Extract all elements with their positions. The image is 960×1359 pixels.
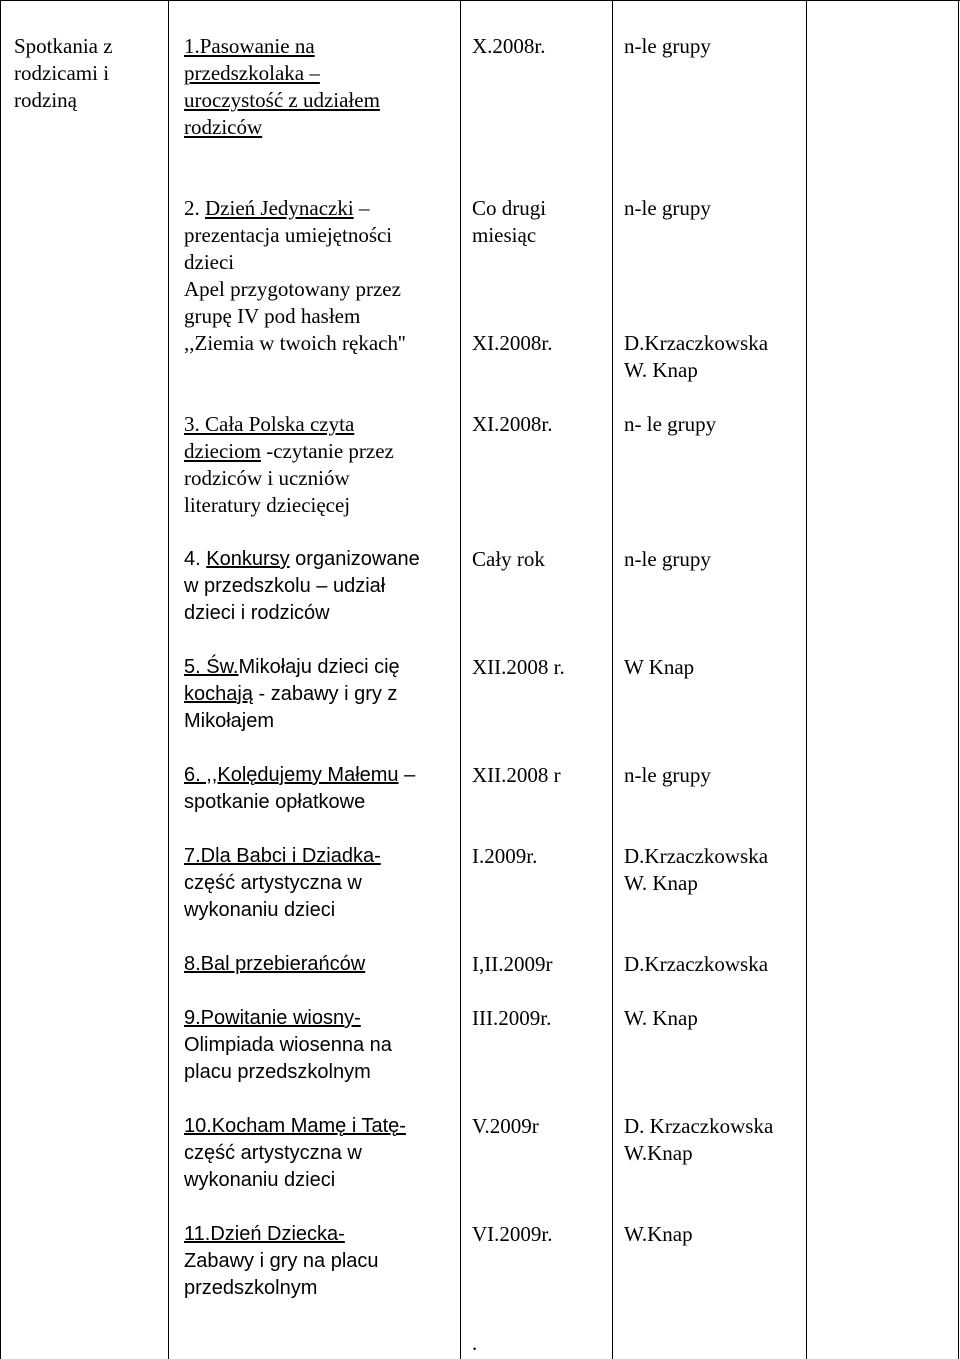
- term-item: [472, 762, 607, 789]
- task-line: [184, 114, 454, 141]
- term-item: [472, 33, 607, 60]
- responsible-text: W. Knap: [624, 1006, 698, 1030]
- task-text: 1.Pasowanie na: [184, 34, 315, 58]
- table-top-border: [0, 0, 960, 1]
- responsible-item: [624, 1005, 799, 1032]
- task-line: [184, 897, 454, 924]
- task-text: 11.Dzień Dziecka-: [184, 1223, 345, 1245]
- task-text: dzieci i rodziców: [184, 602, 330, 624]
- task-text: Mikołaju dzieci cię: [238, 656, 400, 678]
- area-line: rodzicami i: [14, 61, 110, 85]
- responsible-item: [624, 843, 799, 897]
- task-line: [184, 600, 454, 627]
- task-line: [184, 492, 454, 519]
- task-line: [184, 1059, 454, 1086]
- task-line: [184, 87, 454, 114]
- responsible-text: W.Knap: [624, 1222, 693, 1246]
- task-text: przedszkolaka –: [184, 61, 320, 85]
- task-line: [184, 573, 454, 600]
- area-line: Spotkania z: [14, 34, 113, 58]
- area-cell: [14, 33, 164, 114]
- task-text: wykonaniu dzieci: [184, 899, 336, 921]
- task-item: [184, 951, 454, 978]
- responsible-item: [624, 1221, 799, 1248]
- term-item: [472, 1221, 607, 1248]
- term-text: I,II.2009r: [472, 952, 553, 976]
- term-text: XI.2008r.: [472, 412, 553, 436]
- responsible-text: D.Krzaczkowska: [624, 331, 769, 355]
- task-text: spotkanie opłatkowe: [184, 791, 366, 813]
- column-border-3: [612, 0, 613, 1359]
- responsible-text: n-le grupy: [624, 196, 711, 220]
- term-item: [472, 1330, 607, 1357]
- responsible-item: [624, 33, 799, 60]
- task-line: [184, 546, 454, 573]
- responsible-text: W. Knap: [624, 358, 698, 382]
- task-item: [184, 654, 454, 735]
- responsible-text: D.Krzaczkowska: [624, 952, 769, 976]
- task-text: uroczystość z udziałem: [184, 88, 380, 112]
- term-item: [472, 411, 607, 438]
- task-line: [184, 438, 454, 465]
- task-line: [184, 465, 454, 492]
- task-item: [184, 195, 454, 357]
- term-text: VI.2009r.: [472, 1222, 553, 1246]
- task-text: prezentacja umiejętności: [184, 223, 393, 247]
- task-item: [184, 843, 454, 924]
- column-border-left: [0, 0, 1, 1359]
- task-line: [184, 870, 454, 897]
- task-line: [184, 195, 454, 222]
- task-text: część artystyczna w: [184, 872, 362, 894]
- task-line: [184, 1275, 454, 1302]
- task-text: ,,Ziemia w twoich rękach'': [184, 331, 406, 355]
- task-text: organizowane: [289, 548, 420, 570]
- term-text: Cały rok: [472, 547, 545, 571]
- column-border-right: [958, 0, 959, 1359]
- task-text: rodziców: [184, 115, 263, 139]
- task-line: [184, 1221, 454, 1248]
- task-text: Olimpiada wiosenna na: [184, 1034, 392, 1056]
- responsible-item: [624, 762, 799, 789]
- area-line: rodziną: [14, 88, 77, 112]
- task-line: [184, 411, 454, 438]
- task-text: –: [353, 196, 370, 220]
- task-text: 6. ,,Kolędujemy Małemu: [184, 764, 399, 786]
- task-line: [184, 1005, 454, 1032]
- task-line: [184, 1140, 454, 1167]
- task-text: przedszkolnym: [184, 1277, 318, 1299]
- term-text: V.2009r: [472, 1114, 539, 1138]
- task-text: Apel przygotowany przez: [184, 277, 401, 301]
- term-text: XII.2008 r.: [472, 655, 565, 679]
- term-item: [472, 330, 607, 357]
- term-item: [472, 843, 607, 870]
- task-line: [184, 1167, 454, 1194]
- term-text: XI.2008r.: [472, 331, 553, 355]
- task-text: literatury dziecięcej: [184, 493, 351, 517]
- task-text: kochają: [184, 683, 253, 705]
- task-line: [184, 789, 454, 816]
- responsible-text: n-le grupy: [624, 763, 711, 787]
- term-text: Co drugi: [472, 196, 547, 220]
- term-text: III.2009r.: [472, 1006, 552, 1030]
- task-item: [184, 546, 454, 627]
- task-item: [184, 1221, 454, 1302]
- responsible-text: D. Krzaczkowska: [624, 1114, 774, 1138]
- task-text: grupę IV pod hasłem: [184, 304, 361, 328]
- term-item: [472, 951, 607, 978]
- term-text: miesiąc: [472, 223, 537, 247]
- task-item: [184, 411, 454, 519]
- task-line: [184, 708, 454, 735]
- task-line: [184, 1113, 454, 1140]
- column-border-1: [168, 0, 169, 1359]
- responsible-text: W.Knap: [624, 1141, 693, 1165]
- task-text: w przedszkolu – udział: [184, 575, 386, 597]
- task-line: [184, 60, 454, 87]
- task-text: 2.: [184, 196, 205, 220]
- task-text: –: [398, 764, 416, 786]
- task-text: 4.: [184, 548, 207, 570]
- term-item: [472, 1113, 607, 1140]
- task-item: [184, 33, 454, 141]
- task-item: [184, 1113, 454, 1194]
- task-line: [184, 951, 454, 978]
- responsible-text: W. Knap: [624, 871, 698, 895]
- task-text: rodziców i uczniów: [184, 466, 350, 490]
- term-item: [472, 654, 607, 681]
- responsible-text: n-le grupy: [624, 547, 711, 571]
- responsible-item: [624, 195, 799, 222]
- task-text: 7.Dla Babci i Dziadka-: [184, 845, 381, 867]
- task-line: [184, 222, 454, 249]
- responsible-item: [624, 1113, 799, 1167]
- task-text: Konkursy: [206, 548, 290, 570]
- term-item: [472, 195, 607, 249]
- responsible-text: D.Krzaczkowska: [624, 844, 769, 868]
- responsible-item: [624, 546, 799, 573]
- task-line: [184, 654, 454, 681]
- term-text: I.2009r.: [472, 844, 538, 868]
- task-text: -czytanie przez: [260, 439, 394, 463]
- task-line: [184, 1248, 454, 1275]
- task-line: [184, 249, 454, 276]
- column-border-2: [460, 0, 461, 1359]
- task-text: dzieci: [184, 250, 235, 274]
- term-item: [472, 1005, 607, 1032]
- term-text: XII.2008 r: [472, 763, 561, 787]
- task-text: część artystyczna w: [184, 1142, 362, 1164]
- task-text: wykonaniu dzieci: [184, 1169, 336, 1191]
- task-line: [184, 303, 454, 330]
- task-line: [184, 330, 454, 357]
- task-text: 5. Św.: [184, 656, 239, 678]
- task-line: [184, 1032, 454, 1059]
- task-text: Dzień Jedynaczki: [205, 196, 354, 220]
- responsible-item: [624, 411, 799, 438]
- responsible-text: n- le grupy: [624, 412, 717, 436]
- task-text: 10.Kocham Mamę i Tatę-: [184, 1115, 406, 1137]
- task-text: dzieciom: [184, 439, 261, 463]
- task-text: - zabawy i gry z: [252, 683, 398, 705]
- responsible-item: [624, 654, 799, 681]
- term-text: .: [472, 1331, 478, 1355]
- task-line: [184, 681, 454, 708]
- responsible-text: n-le grupy: [624, 34, 711, 58]
- responsible-item: [624, 951, 799, 978]
- column-border-4: [806, 0, 807, 1359]
- task-item: [184, 1005, 454, 1086]
- term-text: X.2008r.: [472, 34, 546, 58]
- task-text: 3. Cała Polska czyta: [184, 412, 355, 436]
- task-line: [184, 843, 454, 870]
- task-text: Mikołajem: [184, 710, 275, 732]
- responsible-text: W Knap: [624, 655, 695, 679]
- task-text: 9.Powitanie wiosny-: [184, 1007, 361, 1029]
- task-line: [184, 33, 454, 60]
- term-item: [472, 546, 607, 573]
- task-text: Zabawy i gry na placu: [184, 1250, 379, 1272]
- responsible-item: [624, 330, 799, 384]
- task-item: [184, 762, 454, 816]
- task-text: 8.Bal przebierańców: [184, 953, 366, 975]
- task-text: placu przedszkolnym: [184, 1061, 371, 1083]
- task-line: [184, 276, 454, 303]
- task-line: [184, 762, 454, 789]
